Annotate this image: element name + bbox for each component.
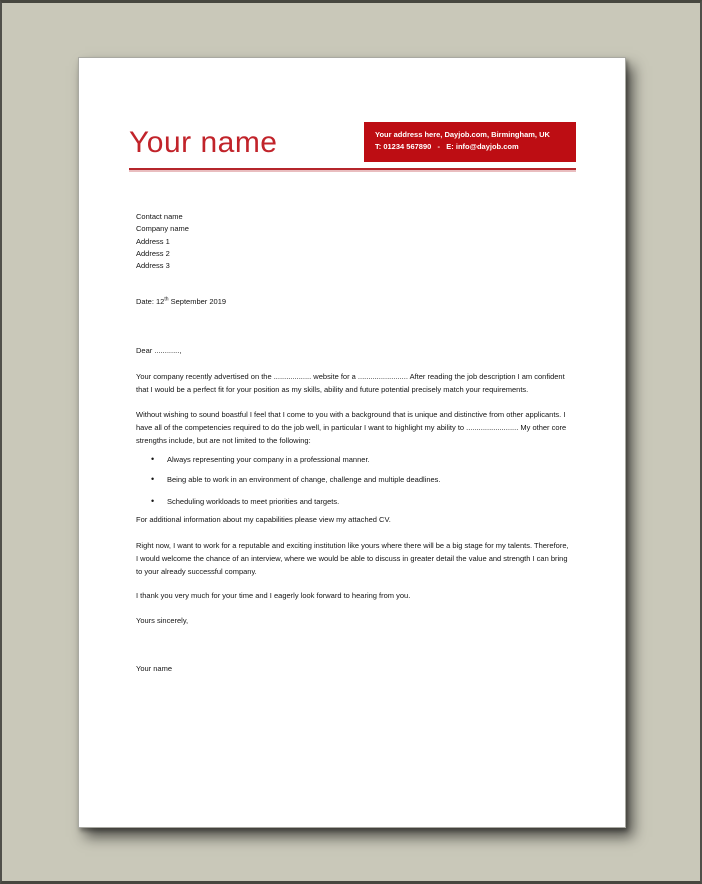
address-banner-phone-email: T: 01234 567890 - E: info@dayjob.com: [375, 142, 519, 151]
paragraph-cv-reference: For additional information about my capabilities please view my attached CV.: [136, 515, 391, 525]
letterhead: [79, 58, 625, 178]
recipient-company-name: Company name: [136, 224, 189, 234]
bullet-item-text: Scheduling workloads to meet priorities and targets.: [167, 497, 340, 507]
bullet-item-text: Always representing your company in a professional manner.: [167, 455, 370, 465]
recipient-address-1: Address 1: [136, 236, 170, 246]
recipient-address-3: Address 3: [136, 261, 170, 271]
date-suffix: September 2019: [168, 297, 227, 307]
paragraph-intro: Your company recently advertised on the .................. website for a ........................ After reading the job description I am confident that I would be a perfect fit for your position as my skills, ability and future potential precisely match your requirements.: [136, 372, 565, 395]
recipient-contact-name: Contact name: [136, 212, 183, 221]
strengths-bullet-list: [136, 453, 570, 508]
date-ordinal: th: [164, 296, 169, 303]
bullet-item: [136, 453, 570, 466]
bullet-item-text: Being able to work in an environment of change, challenge and multiple deadlines.: [167, 475, 441, 485]
letter-page: [78, 57, 626, 828]
date-prefix: Date: 12: [136, 297, 165, 307]
bullet-item: [136, 473, 570, 486]
bullet-item: [136, 495, 570, 508]
address-banner: [364, 122, 576, 162]
signature-name: Your name: [136, 664, 172, 674]
letterhead-rule: [129, 168, 576, 170]
recipient-address-2: Address 2: [136, 248, 170, 258]
paragraph-interview-request: Right now, I want to work for a reputable and exciting institution like yours where there will be a big stage for my talents. Therefore, I would welcome the chance of an interview, where we would be able to discuss in greater detail the value and strength I can bring to your already successful company.: [136, 541, 569, 577]
paragraph-strengths: Without wishing to sound boastful I feel that I come to you with a background that is unique and distinctive from other applicants. I have all of the competencies required to do the job well, in particular I want to highlight my ability to ......................... My other core strengths include, but are not limited to the following:: [136, 410, 567, 446]
address-banner-address: Your address here, Dayjob.com, Birmingham, UK: [375, 130, 550, 139]
letter-body: [136, 204, 570, 675]
paragraph-thanks: I thank you very much for your time and I eagerly look forward to hearing from you.: [136, 591, 411, 601]
valediction: Yours sincerely,: [136, 616, 189, 626]
letterhead-name: Your name: [129, 126, 278, 159]
date-line: [136, 295, 570, 308]
salutation: Dear ............,: [136, 346, 182, 356]
recipient-block: [136, 211, 570, 272]
